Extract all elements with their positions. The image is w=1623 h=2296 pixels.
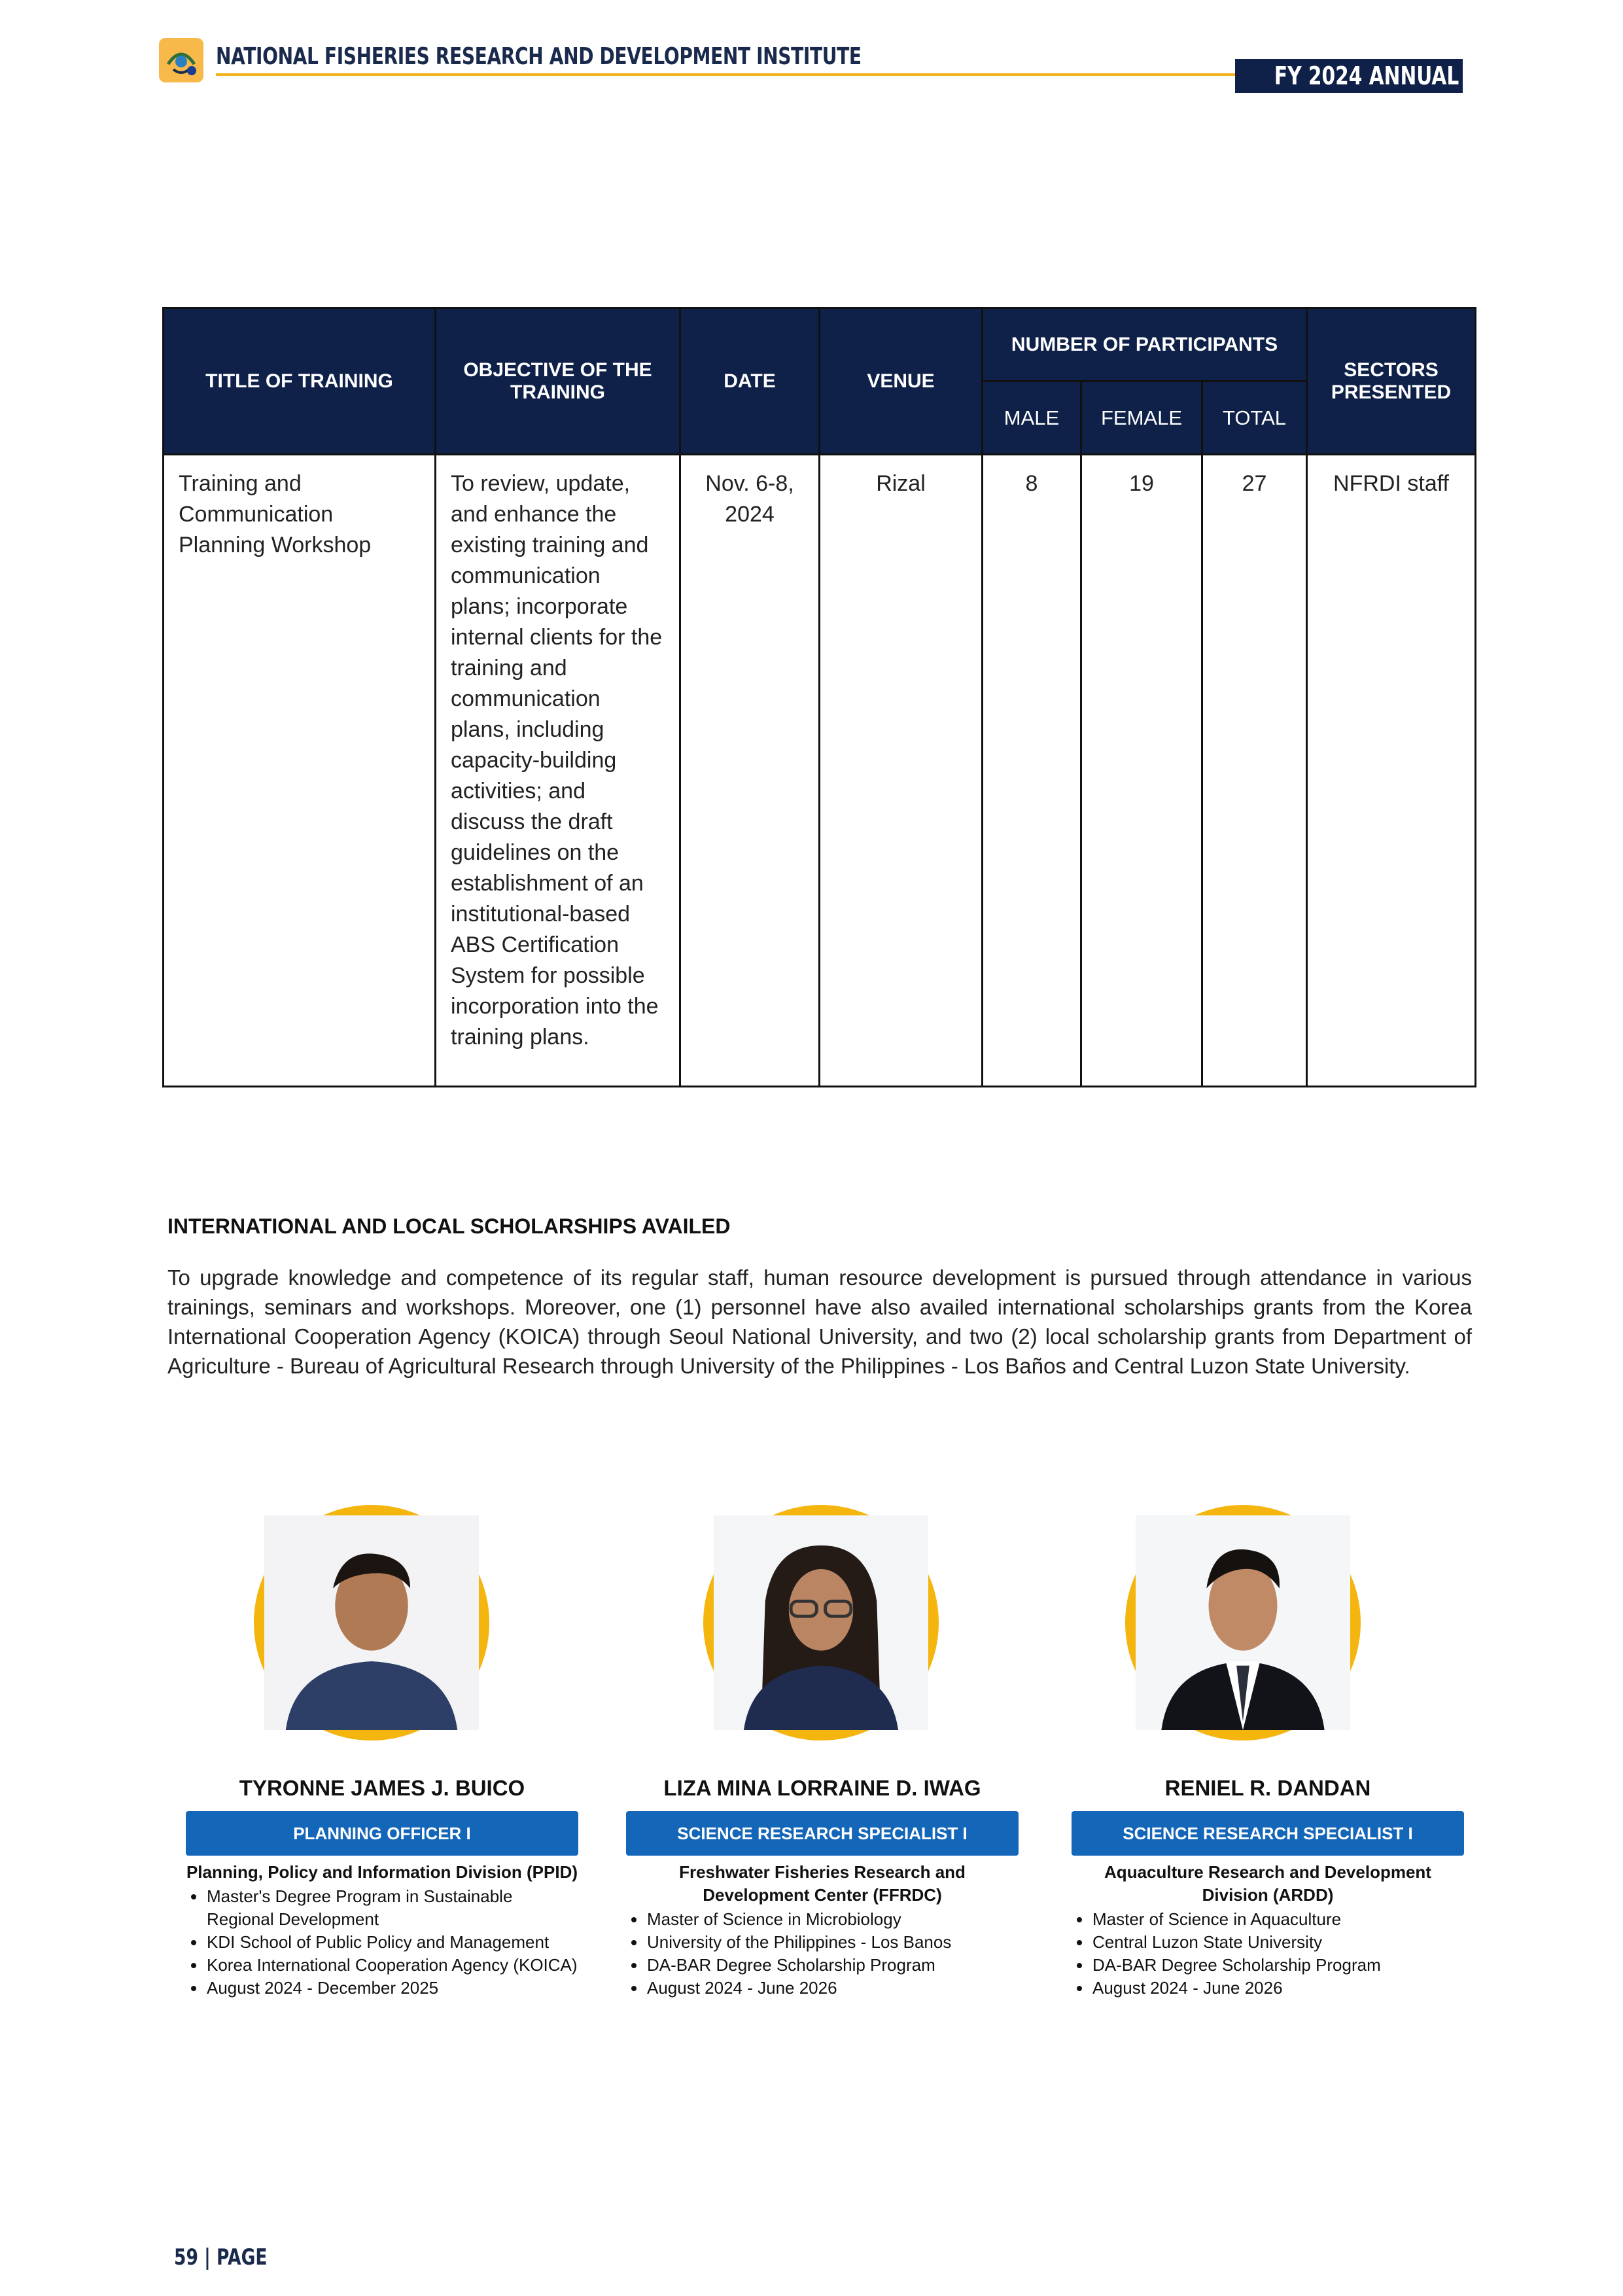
position-badge: SCIENCE RESEARCH SPECIALIST I bbox=[1072, 1811, 1464, 1856]
scholar-name: RENIEL R. DANDAN bbox=[1164, 1776, 1371, 1800]
list-item: Korea International Cooperation Agency (KOICA) bbox=[186, 1954, 578, 1977]
header-venue: VENUE bbox=[820, 308, 983, 455]
header-divider bbox=[216, 73, 1236, 76]
list-item: Master's Degree Program in Sustainable Regional Development bbox=[186, 1885, 578, 1931]
header-male: MALE bbox=[983, 381, 1081, 455]
list-item: DA-BAR Degree Scholarship Program bbox=[626, 1954, 1019, 1977]
list-item: August 2024 - June 2026 bbox=[626, 1977, 1019, 2000]
list-item: Master of Science in Aquaculture bbox=[1072, 1908, 1464, 1931]
cell-sectors: NFRDI staff bbox=[1307, 455, 1476, 1087]
cell-title: Training and Communication Planning Workshop bbox=[164, 455, 436, 1087]
scholar-name: TYRONNE JAMES J. BUICO bbox=[239, 1776, 525, 1800]
header-sectors: SECTORS PRESENTED bbox=[1307, 308, 1476, 455]
header-female: FEMALE bbox=[1081, 381, 1202, 455]
scholar-profile bbox=[186, 1505, 578, 2000]
cell-venue: Rizal bbox=[820, 455, 983, 1087]
cell-date: Nov. 6-8, 2024 bbox=[680, 455, 820, 1087]
division-name: Freshwater Fisheries Research and Development Center (FFRDC) bbox=[679, 1862, 966, 1905]
report-title-badge bbox=[1235, 59, 1552, 93]
header-participants: NUMBER OF PARTICIPANTS bbox=[983, 308, 1307, 381]
cell-total: 27 bbox=[1202, 455, 1307, 1087]
division-name: Planning, Policy and Information Division (PPID) bbox=[186, 1862, 578, 1882]
position-badge: PLANNING OFFICER I bbox=[186, 1811, 578, 1856]
section-intro: To upgrade knowledge and competence of its regular staff, human resource development is pursued through attendance in various trainings, seminars and workshops. Moreover, one (1) personnel have also availed international scholarships grants from the Korea International Cooperation Agency (KOICA) through Seoul National University, and two (2) local scholarship grants from Department of Agriculture - Bureau of Agricultural Research through University of the Philippines - Los Baños and Central Luzon State University. bbox=[167, 1265, 1472, 1378]
training-table bbox=[162, 307, 1476, 1087]
list-item: KDI School of Public Policy and Management bbox=[186, 1931, 578, 1954]
scholar-profile bbox=[1072, 1505, 1464, 2000]
header-objective: OBJECTIVE OF THE TRAINING bbox=[436, 308, 680, 455]
nfrdi-logo-icon bbox=[159, 38, 203, 82]
scholar-profile bbox=[626, 1505, 1019, 2000]
organization-name: NATIONAL FISHERIES RESEARCH AND DEVELOPMENT INSTITUTE bbox=[216, 43, 862, 70]
report-title: FY 2024 ANNUAL REPORT bbox=[1274, 62, 1552, 90]
scholar-name: LIZA MINA LORRAINE D. IWAG bbox=[663, 1776, 981, 1800]
scholarship-details bbox=[626, 1908, 1019, 2000]
division-name: Aquaculture Research and Development Division (ARDD) bbox=[1104, 1862, 1431, 1905]
cell-objective: To review, update, and enhance the existing training and communication plans; incorporate internal clients for the training and communication plans, including capacity-building activities; and discuss the draft guidelines on the establishment of an institutional-based ABS Certification System for possible incorporation into the training plans. bbox=[436, 455, 680, 1087]
scholarship-details bbox=[186, 1885, 578, 2000]
scholarship-details bbox=[1072, 1908, 1464, 2000]
table-row bbox=[164, 455, 1476, 1087]
header-total: TOTAL bbox=[1202, 381, 1307, 455]
position-badge: SCIENCE RESEARCH SPECIALIST I bbox=[626, 1811, 1019, 1856]
profile-photo bbox=[703, 1505, 939, 1740]
header-date: DATE bbox=[680, 308, 820, 455]
list-item: August 2024 - December 2025 bbox=[186, 1977, 578, 2000]
list-item: DA-BAR Degree Scholarship Program bbox=[1072, 1954, 1464, 1977]
list-item: University of the Philippines - Los Banos bbox=[626, 1931, 1019, 1954]
list-item: August 2024 - June 2026 bbox=[1072, 1977, 1464, 2000]
list-item: Master of Science in Microbiology bbox=[626, 1908, 1019, 1931]
header-title: TITLE OF TRAINING bbox=[164, 308, 436, 455]
section-heading: INTERNATIONAL AND LOCAL SCHOLARSHIPS AVAILED bbox=[167, 1214, 731, 1238]
page-number: 59 | PAGE bbox=[174, 2244, 268, 2270]
cell-male: 8 bbox=[983, 455, 1081, 1087]
profile-photo bbox=[1125, 1505, 1361, 1740]
list-item: Central Luzon State University bbox=[1072, 1931, 1464, 1954]
cell-female: 19 bbox=[1081, 455, 1202, 1087]
profile-photo bbox=[254, 1505, 489, 1740]
